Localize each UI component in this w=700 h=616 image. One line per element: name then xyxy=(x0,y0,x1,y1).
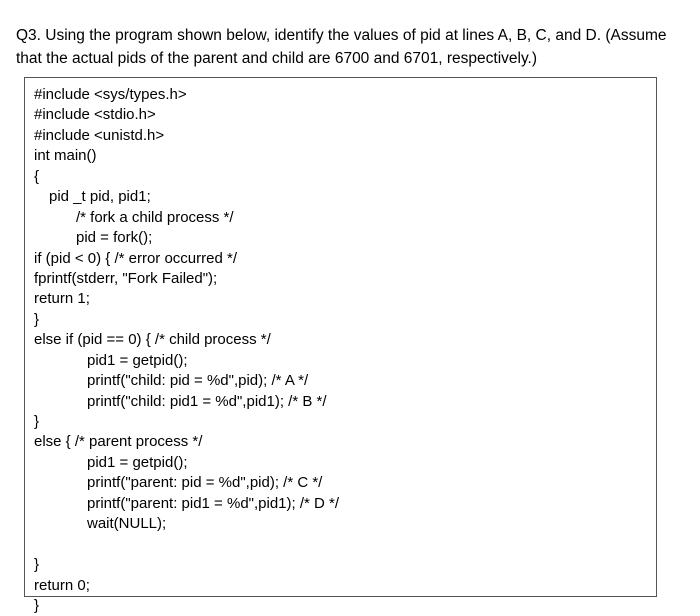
code-line: pid1 = getpid(); xyxy=(87,351,188,369)
code-line: if (pid < 0) { /* error occurred */ xyxy=(34,249,237,267)
code-line: printf("parent: pid = %d",pid); /* C */ xyxy=(87,474,323,492)
code-line: pid = fork(); xyxy=(76,229,153,247)
code-line: } xyxy=(34,596,40,614)
code-line: } xyxy=(34,556,40,574)
code-line: int main() xyxy=(34,147,97,165)
code-line: fprintf(stderr, "Fork Failed"); xyxy=(34,269,218,287)
code-line: return 0; xyxy=(34,576,90,594)
code-line xyxy=(34,535,656,555)
question-line-1: Q3. Using the program shown below, identify the values of pid at lines A, B, C, and D. (Assume xyxy=(16,27,667,44)
code-line: /* fork a child process */ xyxy=(76,208,234,226)
code-line: else { /* parent process */ xyxy=(34,433,203,451)
code-lines xyxy=(34,85,656,616)
question-text xyxy=(16,24,686,70)
code-line: wait(NULL); xyxy=(87,515,167,533)
code-line: { xyxy=(34,167,40,185)
code-line: } xyxy=(34,310,40,328)
code-line: #include <unistd.h> xyxy=(34,126,165,144)
code-line: else if (pid == 0) { /* child process */ xyxy=(34,331,271,349)
code-line: pid _t pid, pid1; xyxy=(49,188,151,206)
code-line: } xyxy=(34,413,40,430)
code-line: printf("child: pid = %d",pid); /* A */ xyxy=(87,372,309,390)
code-line: return 1; xyxy=(34,290,90,308)
question-line-2: that the actual pids of the parent and child are 6700 and 6701, respectively.) xyxy=(16,50,538,67)
code-line: printf("child: pid1 = %d",pid1); /* B */ xyxy=(87,392,327,410)
code-line: #include <sys/types.h> xyxy=(34,86,187,103)
code-line: pid1 = getpid(); xyxy=(87,453,188,471)
code-line: #include <stdio.h> xyxy=(34,106,156,124)
code-listing-box xyxy=(24,77,657,614)
code-line: printf("parent: pid1 = %d",pid1); /* D */ xyxy=(87,494,340,512)
